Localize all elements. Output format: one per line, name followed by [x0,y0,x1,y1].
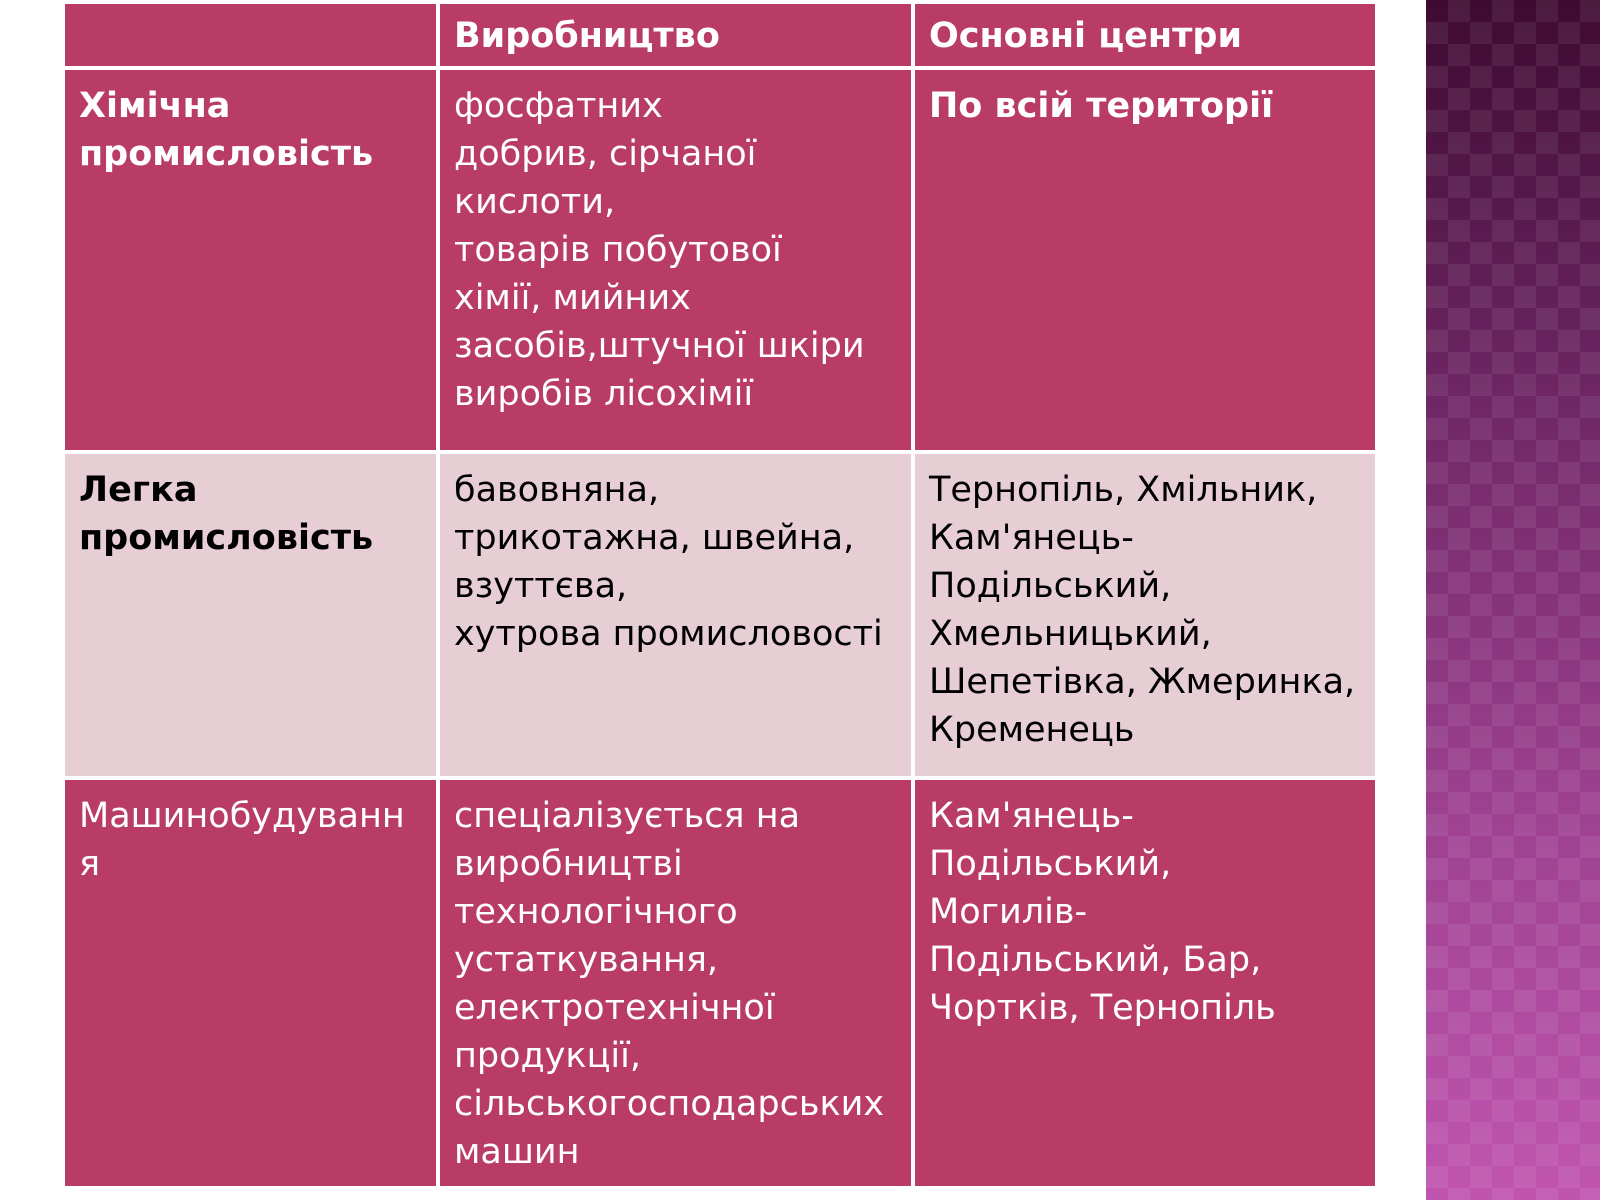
industry-name-light: Легка промисловість [63,452,438,778]
centers-cell: Тернопіль, Хмільник, Кам'янець- Подільський, Хмельницький, Шепетівка, Жмеринка, Кременець [913,452,1377,778]
production-cell: спеціалізується на виробництві технологічного устаткування, електротехнічної продукції, сільськогосподарських машин [438,778,913,1188]
header-cell-centers: Основні центри [913,2,1377,68]
decorative-side-band [1426,0,1600,1200]
industry-table [61,0,1379,1190]
table-row [63,452,1377,778]
centers-cell: Кам'янець- Подільський, Могилів- Подільський, Бар, Чортків, Тернопіль [913,778,1377,1188]
header-cell-production: Виробництво [438,2,913,68]
production-cell: фосфатних добрив, сірчаної кислоти, товарів побутової хімії, мийних засобів,штучної шкіри виробів лісохімії [438,68,913,452]
table-row [63,778,1377,1188]
production-cell: бавовняна, трикотажна, швейна, взуттєва, хутрова промисловості [438,452,913,778]
centers-cell: По всій території [913,68,1377,452]
table-header-row [63,2,1377,68]
industry-name-chemical: Хімічна промисловість [63,68,438,452]
industry-name-machinery: Машинобудування [63,778,438,1188]
table-row [63,68,1377,452]
header-cell-empty [63,2,438,68]
